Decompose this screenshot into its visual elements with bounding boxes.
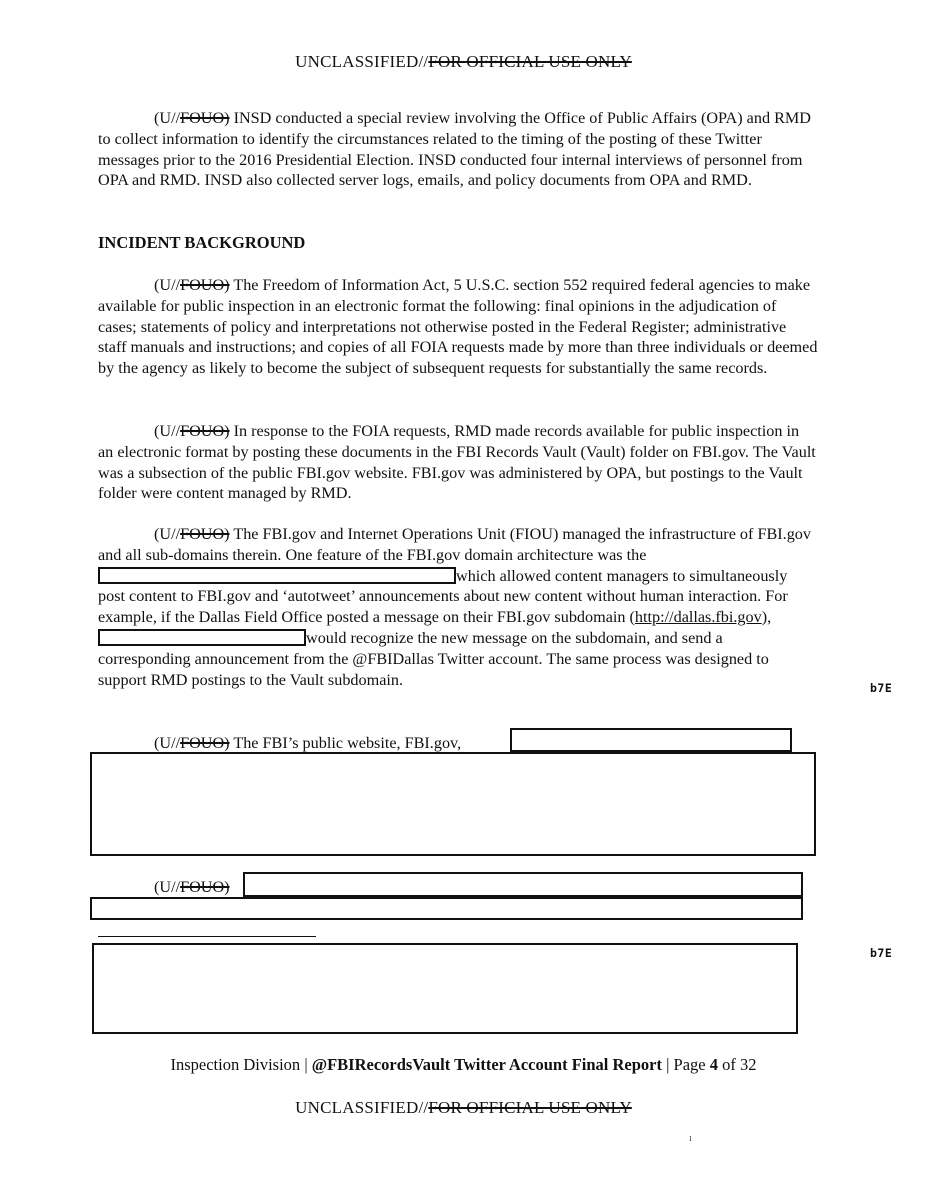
page-footer (0, 1055, 927, 1075)
redaction-box (90, 897, 803, 920)
classification-struck: FOR OFFICIAL USE ONLY (428, 52, 632, 71)
footer-page-label: Page (673, 1055, 706, 1074)
bottom-classification-marking (0, 1098, 927, 1118)
classification-prefix: UNCLASSIFIED// (295, 1098, 429, 1117)
portion-marking: (U//FOUO) (154, 525, 230, 543)
footer-page-number: 4 (709, 1055, 718, 1074)
paragraph-text: which allowed content managers to simultaneously post content to FBI.gov and ‘autotweet’ announcements about new content without human interaction. For example, if the Dallas Field Office posted a message on their FBI.gov subdomain ( (98, 566, 788, 627)
footer-separator: | (304, 1055, 308, 1074)
paragraph-foia-requirement (98, 275, 818, 379)
paragraph-text: The FBI.gov and Internet Operations Unit (FIOU) managed the infrastructure of FBI.gov and all sub-domains therein. One feature of the FBI.gov domain architecture was the (98, 525, 811, 564)
classification-prefix: UNCLASSIFIED// (295, 52, 429, 71)
footer-page-total: of 32 (722, 1055, 757, 1074)
paragraph-text: The FBI’s public website, FBI.gov, (233, 734, 462, 752)
footer-separator: | (666, 1055, 670, 1074)
portion-marking: (U//FOUO) (154, 109, 230, 127)
paragraph-text: would recognize the new message on the subdomain, and send a corresponding announcement from the @FBIDallas Twitter account. The same process was designed to support RMD postings to the Vault subdomain. (98, 628, 769, 689)
portion-marking: (U//FOUO) (154, 878, 230, 896)
exemption-code: b7E (870, 946, 893, 960)
paragraph-vault-posting (98, 421, 818, 504)
paragraph-text: In response to the FOIA requests, RMD made records available for public inspection in an electronic format by posting these documents in the FBI Records Vault (Vault) folder on FBI.gov. The Vault was a subsection of the public FBI.gov website. FBI.gov was administered by OPA, but postings to the Vault folder were content managed by RMD. (98, 422, 816, 503)
paragraph-text: The Freedom of Information Act, 5 U.S.C. section 552 required federal agencies to make available for public inspection in an electronic format the following: final opinions in the adjudication of cases; statements of policy and interpretations not otherwise posted in the Federal Register; administrative staff manuals and instructions; and copies of all FOIA requests made by more than three individuals or deemed by the agency as likely to become the subject of subsequent requests for substantially the same records. (98, 276, 818, 378)
portion-marking: (U//FOUO) (154, 422, 230, 440)
paragraph-text: INSD conducted a special review involving the Office of Public Affairs (OPA) and RMD to collect information to identify the circumstances related to the timing of the posting of these Twitter messages prior to the 2016 Presidential Election. INSD conducted four internal interviews of personnel from OPA and RMD. INSD also collected server logs, emails, and policy documents from OPA and RMD. (98, 109, 811, 190)
top-classification-marking (0, 52, 927, 72)
redaction-box (243, 872, 803, 897)
scan-artifact: ı (689, 1133, 692, 1144)
footnote-separator (98, 936, 316, 937)
footnote-redaction-block (92, 943, 798, 1034)
redaction-box (98, 567, 456, 584)
redaction-block (90, 752, 816, 856)
footer-report-title: @FBIRecordsVault Twitter Account Final Report (311, 1055, 662, 1074)
redaction-box (510, 728, 792, 752)
dallas-subdomain-link[interactable]: http://dallas.fbi.gov (634, 608, 762, 627)
exemption-code: b7E (870, 681, 893, 695)
portion-marking: (U//FOUO) (154, 734, 230, 752)
paragraph-public-website (98, 733, 538, 754)
paragraph-redacted (98, 877, 248, 898)
footer-division: Inspection Division (170, 1055, 301, 1074)
paragraph-review-scope (98, 108, 818, 191)
classification-struck: FOR OFFICIAL USE ONLY (428, 1098, 632, 1117)
paragraph-fiou-autotweet: (U//FOUO) The FBI.gov and Internet Operations Unit (FIOU) managed the infrastructure of FBI.gov and all sub-domains therein. One feature of the FBI.gov domain architecture was thewhich allowed content managers to simultaneously post content to FBI.gov and ‘autotweet’ announcements about new content without human interaction. For example, if the Dallas Field Office posted a message on their FBI.gov subdomain (http://dallas.fbi.gov),would recognize the new message on the subdomain, and send a corresponding announcement from the @FBIDallas Twitter account. The same process was designed to support RMD postings to the Vault subdomain. (98, 525, 811, 689)
section-heading: INCIDENT BACKGROUND (98, 233, 306, 252)
portion-marking: (U//FOUO) (154, 276, 230, 294)
redaction-box (98, 629, 306, 646)
